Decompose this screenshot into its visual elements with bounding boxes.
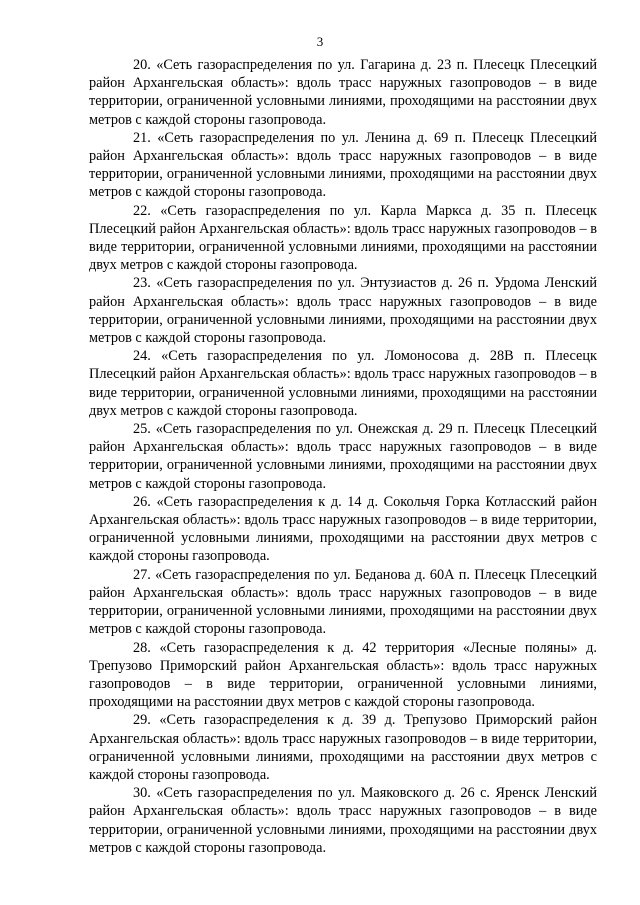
list-item: 29. «Сеть газораспределения к д. 39 д. Трепузово Приморский район Архангельская область»: вдоль трасс наружных газопроводов – в виде территории, ограниченной условными линиями, проходящими на расстоянии двух метров с каждой стороны газопровода. — [89, 712, 597, 783]
list-item: 22. «Сеть газораспределения по ул. Карла Маркса д. 35 п. Плесецк Плесецкий район Архангельская область»: вдоль трасс наружных газопроводов – в виде территории, ограниченной условными линиями, проходящими на расстоянии двух метров с каждой стороны газопровода. — [89, 202, 597, 274]
list-item: 23. «Сеть газораспределения по ул. Энтузиастов д. 26 п. Урдома Ленский район Архангельская область»: вдоль трасс наружных газопроводов – в виде территории, ограниченной условными линиями, проходящими на расстоянии двух метров с каждой стороны газопровода. — [89, 275, 597, 347]
list-item: 20. «Сеть газораспределения по ул. Гагарина д. 23 п. Плесецк Плесецкий район Архангельская область»: вдоль трасс наружных газопроводов – в виде территории, ограниченной условными линиями, проходящими на расстоянии двух метров с каждой стороны газопровода. — [89, 57, 597, 128]
list-item: 24. «Сеть газораспределения по ул. Ломоносова д. 28В п. Плесецк Плесецкий район Архангельская область»: вдоль трасс наружных газопроводов – в виде территории, ограниченной условными линиями, проходящими на расстоянии двух метров с каждой стороны газопровода. — [89, 348, 597, 419]
list-item: 25. «Сеть газораспределения по ул. Онежская д. 29 п. Плесецк Плесецкий район Архангельская область»: вдоль трасс наружных газопроводов – в виде территории, ограниченной условными линиями, проходящими на расстоянии двух метров с каждой стороны газопровода. — [89, 421, 597, 492]
list-item: 27. «Сеть газораспределения по ул. Беданова д. 60А п. Плесецк Плесецкий район Архангельская область»: вдоль трасс наружных газопроводов – в виде территории, ограниченной условными линиями, проходящими на расстоянии двух метров с каждой стороны газопровода. — [89, 566, 597, 638]
list-item: 30. «Сеть газораспределения по ул. Маяковского д. 26 с. Яренск Ленский район Архангельская область»: вдоль трасс наружных газопроводов – в виде территории, ограниченной условными линиями, проходящими на расстоянии двух метров с каждой стороны газопровода. — [89, 785, 597, 856]
list-item: 28. «Сеть газораспределения к д. 42 территория «Лесные поляны» д. Трепузово Приморский район Архангельская область»: вдоль трасс наружных газопроводов – в виде территории, ограниченной условными линиями, проходящими на расстоянии двух метров с каждой стороны газопровода. — [89, 639, 597, 711]
list-item: 26. «Сеть газораспределения к д. 14 д. Сокольчя Горка Котласский район Архангельская область»: вдоль трасс наружных газопроводов – в виде территории, ограниченной условными линиями, проходящими на расстоянии двух метров с каждой стороны газопровода. — [89, 493, 597, 565]
page-number: 3 — [316, 34, 324, 49]
list-item: 21. «Сеть газораспределения по ул. Ленина д. 69 п. Плесецк Плесецкий район Архангельская область»: вдоль трасс наружных газопроводов – в виде территории, ограниченной условными линиями, проходящими на расстоянии двух метров с каждой стороны газопровода. — [89, 129, 597, 201]
item-list — [89, 56, 597, 857]
